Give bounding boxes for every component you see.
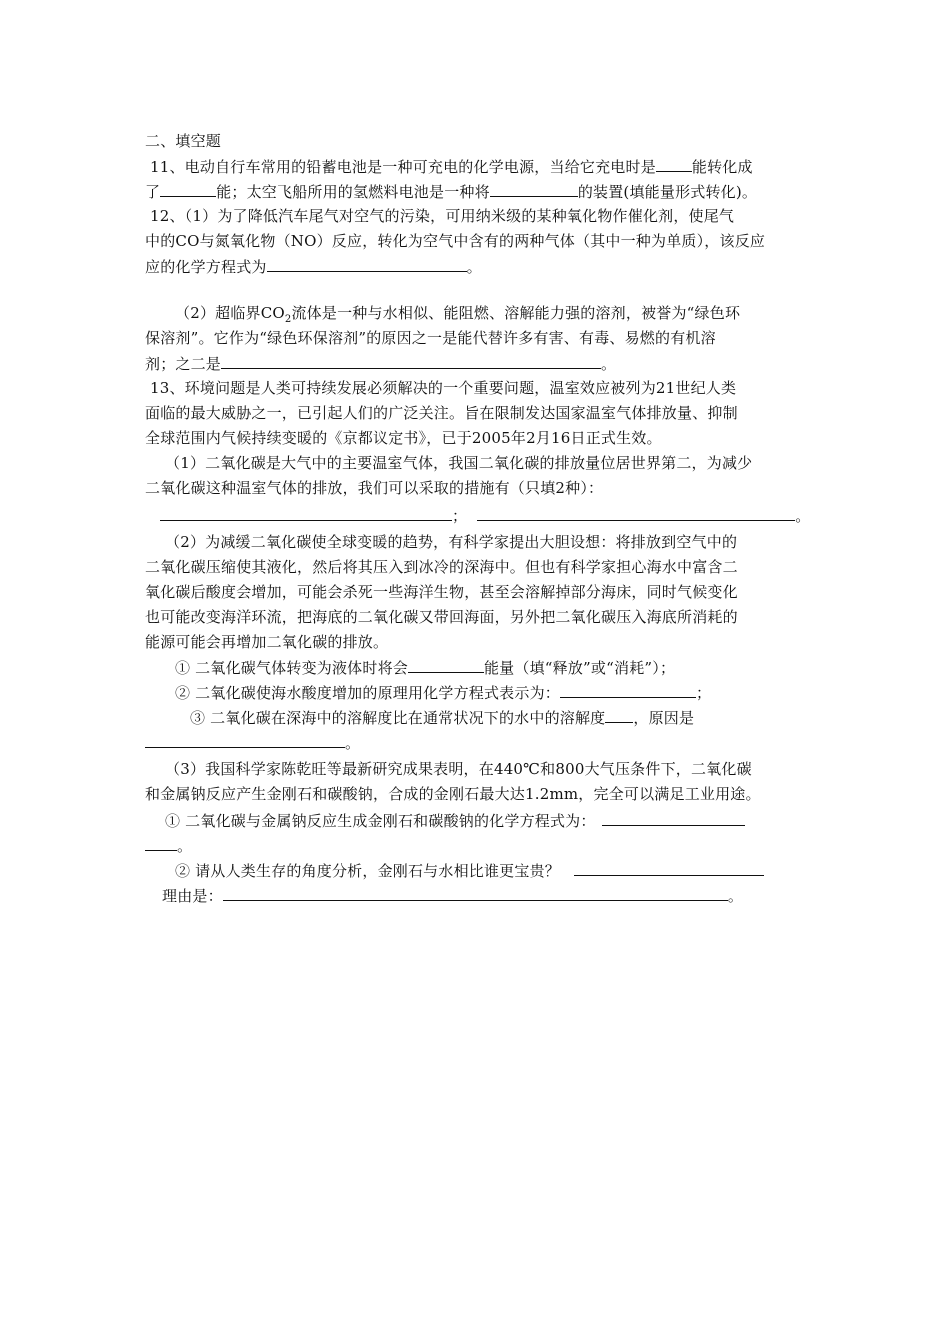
q13-sub-2 bbox=[175, 682, 711, 703]
q12-text-4a: （2）超临界CO bbox=[175, 304, 285, 322]
q12-line-1 bbox=[150, 206, 734, 226]
q13-text-1: 13、环境问题是人类可持续发展必须解决的一个重要问题，温室效应被列为21世纪人类 bbox=[150, 379, 737, 397]
q13-blank-acid-equation[interactable] bbox=[560, 682, 696, 698]
q13-blank-which[interactable] bbox=[574, 860, 764, 876]
section-title bbox=[145, 131, 221, 151]
q12-text-5: 保溶剂”。它作为“绿色环保溶剂”的原因之一是能代替许多有害、有毒、易燃的有机溶 bbox=[145, 329, 716, 347]
q13-sub-3-text-b: ，原因是 bbox=[633, 709, 695, 727]
q13-blank-diamond-equation-cont[interactable] bbox=[145, 835, 177, 851]
q11-line-1 bbox=[150, 156, 753, 177]
q13-text-13: 和金属钠反应产生金刚石和碳酸钠，合成的金刚石最大达1.2mm，完全可以满足工业用途。 bbox=[145, 785, 761, 803]
q12-line-3 bbox=[145, 256, 482, 277]
q13-sub-4 bbox=[165, 810, 745, 831]
q13-blank-measure-1[interactable] bbox=[160, 505, 452, 521]
q13-text-6b: 。 bbox=[795, 507, 811, 525]
q11-text-1: 11、电动自行车常用的铅蓄电池是一种可充电的化学电源，当给它充电时是 bbox=[150, 158, 656, 176]
q13-blank-diamond-equation[interactable] bbox=[602, 810, 745, 826]
q13-line-5 bbox=[145, 478, 603, 498]
q13-line-10 bbox=[145, 607, 738, 627]
q13-line-2 bbox=[145, 403, 738, 423]
q13-text-12: （3）我国科学家陈乾旺等最新研究成果表明，在440℃和800大气压条件下，二氧化碳 bbox=[165, 760, 752, 778]
q13-text-3: 全球范围内气候持续变暖的《京都议定书》，已于2005年2月16日正式生效。 bbox=[145, 429, 662, 447]
q13-text-11: 能源可能会再增加二氧化碳的排放。 bbox=[145, 633, 389, 651]
q12-blank-equation[interactable] bbox=[267, 256, 467, 272]
section-title-text: 二、填空题 bbox=[145, 132, 222, 150]
q13-line-8 bbox=[145, 557, 738, 577]
q13-line-6 bbox=[160, 505, 810, 526]
q13-text-6a: ； bbox=[452, 507, 468, 525]
q12-text-2: 中的CO与氮氧化物（NO）反应，转化为空气中含有的两种气体（其中一种为单质），该反应 bbox=[145, 232, 766, 250]
q13-sub-4-text-b: 。 bbox=[177, 837, 193, 855]
q13-line-7 bbox=[165, 532, 737, 552]
q13-text-2: 面临的最大威胁之一，已引起人们的广泛关注。旨在限制发达国家温室气体排放量、抑制 bbox=[145, 404, 738, 422]
q12-text-3a: 应的化学方程式为 bbox=[145, 258, 267, 276]
q13-blank-energy[interactable] bbox=[408, 657, 484, 673]
q13-sub-6 bbox=[162, 885, 743, 906]
q13-blank-measure-2[interactable] bbox=[477, 505, 795, 521]
q13-line-4 bbox=[165, 453, 752, 473]
q13-line-13 bbox=[145, 784, 761, 804]
q13-sub-1-text-b: 能量（填“释放”或“消耗”）； bbox=[483, 659, 676, 677]
q13-line-11 bbox=[145, 632, 388, 652]
q13-line-3 bbox=[145, 428, 662, 448]
q12-line-5 bbox=[145, 328, 716, 348]
q13-sub-3 bbox=[190, 707, 694, 728]
q13-sub-5 bbox=[175, 860, 764, 881]
q13-sub-2-text-a: ② 二氧化碳使海水酸度增加的原理用化学方程式表示为： bbox=[175, 684, 560, 702]
q12-text-4b: 流体是一种与水相似、能阻燃、溶解能力强的溶剂，被誉为“绿色环 bbox=[291, 304, 741, 322]
q11-line-2 bbox=[145, 181, 757, 202]
q12-line-6 bbox=[145, 353, 616, 374]
q11-blank-2[interactable] bbox=[160, 181, 216, 197]
q11-text-1b: 能转化成 bbox=[691, 158, 753, 176]
q13-sub-3-text-a: ③ 二氧化碳在深海中的溶解度比在通常状况下的水中的溶解度 bbox=[190, 709, 606, 727]
q13-blank-reason[interactable] bbox=[223, 885, 728, 901]
q12-text-6a: 剂；之二是 bbox=[145, 355, 222, 373]
q13-line-12 bbox=[165, 759, 752, 779]
q12-blank-reason[interactable] bbox=[221, 353, 601, 369]
q13-sub-3-text-c: 。 bbox=[345, 734, 361, 752]
q13-sub-1 bbox=[175, 657, 675, 678]
q12-text-3b: 。 bbox=[466, 258, 482, 276]
q13-blank-solubility[interactable] bbox=[605, 707, 633, 723]
q12-text-6b: 。 bbox=[601, 355, 617, 373]
q13-sub-1-text-a: ① 二氧化碳气体转变为液体时将会 bbox=[175, 659, 408, 677]
q11-text-2b: 能；太空飞船所用的氢燃料电池是一种将 bbox=[216, 183, 490, 201]
q13-text-4: （1）二氧化碳是大气中的主要温室气体，我国二氧化碳的排放量位居世界第二，为减少 bbox=[165, 454, 753, 472]
q13-sub-4-text: ① 二氧化碳与金属钠反应生成金刚石和碳酸钠的化学方程式为： bbox=[165, 812, 596, 830]
q13-blank-cause[interactable] bbox=[145, 732, 345, 748]
q12-line-4 bbox=[175, 303, 740, 330]
q13-text-5: 二氧化碳这种温室气体的排放，我们可以采取的措施有（只填2种）： bbox=[145, 479, 604, 497]
q11-text-2a: 了 bbox=[145, 183, 161, 201]
q13-text-7: （2）为减缓二氧化碳使全球变暖的趋势，有科学家提出大胆设想：将排放到空气中的 bbox=[165, 533, 738, 551]
q13-sub-6-text-b: 。 bbox=[727, 887, 744, 905]
q11-text-2c: 的装置(填能量形式转化)。 bbox=[577, 183, 758, 201]
q13-line-9 bbox=[145, 582, 738, 602]
q13-sub-3-cont bbox=[145, 732, 360, 753]
q13-sub-2-text-b: ； bbox=[695, 684, 712, 702]
q11-blank-1[interactable] bbox=[656, 156, 692, 172]
q13-line-1 bbox=[150, 378, 736, 398]
q13-sub-6-text-a: 理由是： bbox=[162, 887, 223, 905]
q12-text-1: 12、（1）为了降低汽车尾气对空气的污染，可用纳米级的某种氧化物作催化剂，使尾气 bbox=[150, 207, 735, 225]
co2-subscript: 2 bbox=[284, 314, 292, 325]
q13-text-9: 氧化碳后酸度会增加，可能会杀死一些海洋生物，甚至会溶解掉部分海床，同时气候变化 bbox=[145, 583, 738, 601]
q13-text-8: 二氧化碳压缩使其液化，然后将其压入到冰冷的深海中。但也有科学家担心海水中富含二 bbox=[145, 558, 738, 576]
q13-sub-5-text: ② 请从人类生存的角度分析，金刚石与水相比谁更宝贵？ bbox=[175, 862, 560, 880]
q13-text-10: 也可能改变海洋环流，把海底的二氧化碳又带回海面，另外把二氧化碳压入海底所消耗的 bbox=[145, 608, 738, 626]
q12-line-2 bbox=[145, 231, 765, 251]
q13-sub-4-cont bbox=[145, 835, 192, 856]
q11-blank-3[interactable] bbox=[490, 181, 578, 197]
